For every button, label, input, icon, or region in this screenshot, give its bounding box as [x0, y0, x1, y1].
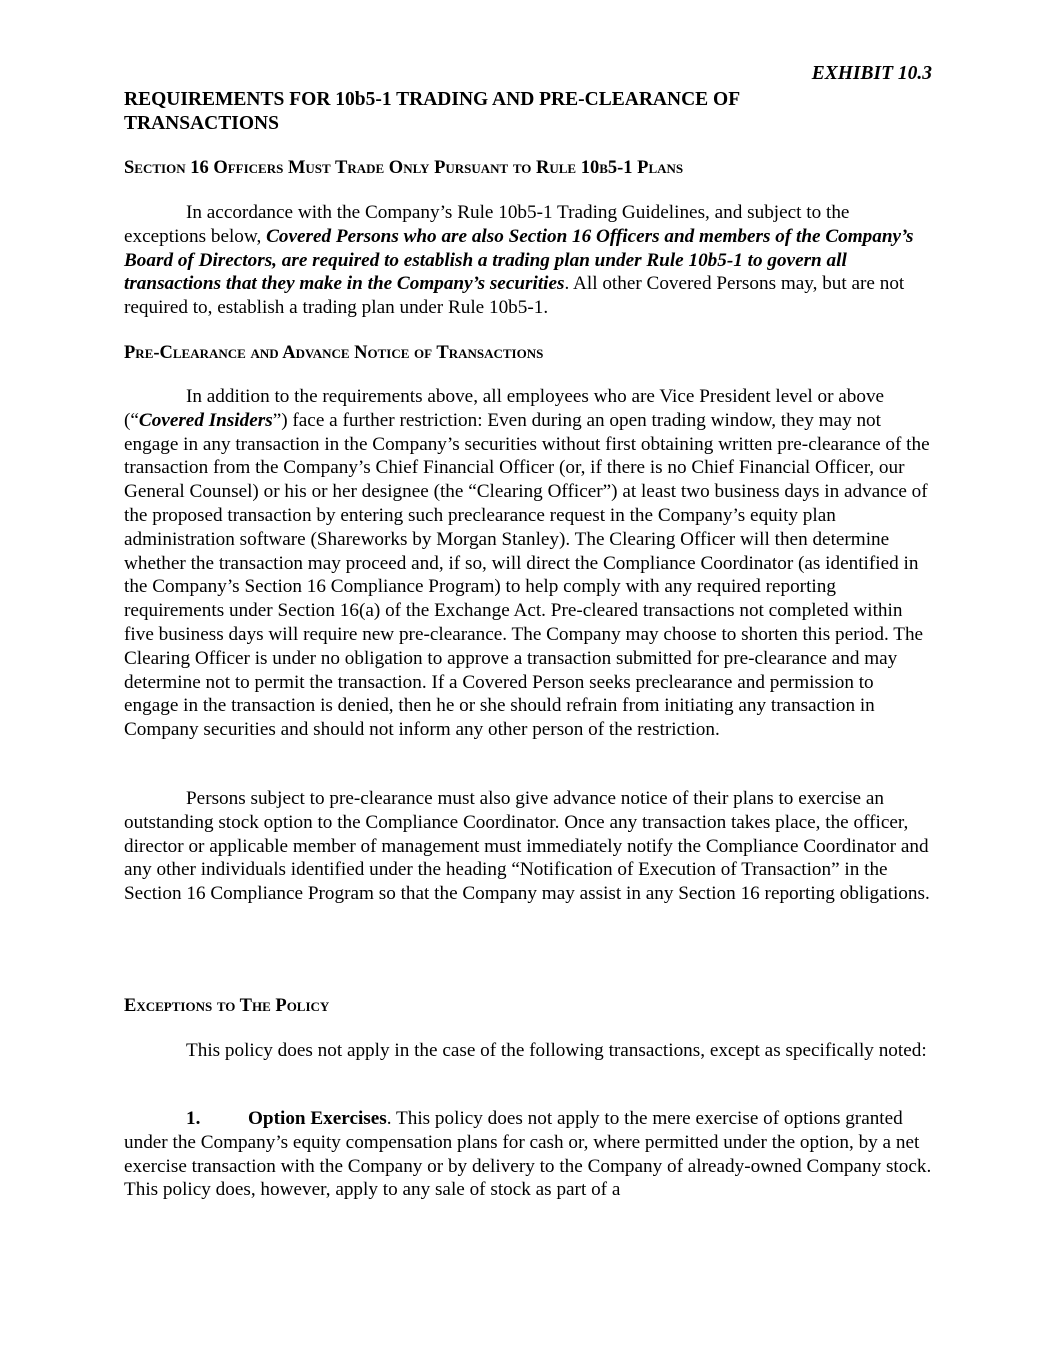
paragraph-10b5-1-requirement — [124, 201, 932, 320]
list-item-term: Option Exercises — [248, 1108, 387, 1129]
paragraph-text: . All other Covered Persons may, but are not required to, establish a trading plan under Rule 10b5-1. — [124, 273, 905, 319]
paragraph-text: In accordance with the Company’s Rule 10b5-1 Trading Guidelines, and subject to the exceptions below, — [124, 202, 850, 247]
paragraph-advance-notice: Persons subject to pre-clearance must also give advance notice of their plans to exercise an outstanding stock option to the Compliance Coordinator. Once any transaction takes place, the officer, director or applicable member of management must immediately notify the Compliance Coordinator and any other individuals identified under the heading “Notification of Execution of Transaction” in the Section 16 Compliance Program so that the Company may assist in any Section 16 reporting obligations. — [124, 788, 930, 905]
section-heading-pre-clearance: Pre-Clearance and Advance Notice of Transactions — [124, 343, 544, 363]
paragraph-pre-clearance — [124, 385, 932, 742]
list-item-option-exercises — [124, 1107, 932, 1202]
paragraph-text: In addition to the requirements above, all employees who are Vice President level or above (“ — [124, 386, 885, 431]
list-item-number: 1. — [186, 1108, 201, 1129]
emphasized-requirement: Covered Persons who are also Section 16 Officers and members of the Company’s Board of Directors, are required to establish a trading plan under Rule 10b5-1 to govern all transactions that they make in the Company’s securities — [124, 225, 914, 295]
document-title: REQUIREMENTS FOR 10b5-1 TRADING AND PRE-CLEARANCE OF TRANSACTIONS — [124, 89, 740, 134]
paragraph-text: . This policy does not apply to the mere exercise of options granted under the Company’s equity compensation plans for cash or, where permitted under the option, by a net exercise transaction with the Company or by delivery to the Company of already-owned Company stock. This policy does, however, apply to any sale of stock as part of a — [124, 1108, 932, 1201]
paragraph-text: ”) face a further restriction: Even during an open trading window, they may not engage in any transaction in the Company’s securities without first obtaining written pre-clearance of the transaction from the Company’s Chief Financial Officer (or, if there is no Chief Financial Officer, our General Counsel) or his or her designee (the “Clearing Officer”) at least two business days in advance of the proposed transaction by entering such preclearance request in the Company’s equity plan administration software (Shareworks by Morgan Stanley). The Clearing Officer will then determine whether the transaction may proceed and, if so, will direct the Compliance Coordinator (as identified in the Company’s Section 16 Compliance Program) to help comply with any required reporting requirements under Section 16(a) of the Exchange Act. Pre-cleared transactions not completed within five business days will require new pre-clearance. The Company may choose to shorten this period. The Clearing Officer is under no obligation to approve a transaction submitted for pre-clearance and may determine not to permit the transaction. If a Covered Person seeks preclearance and permission to engage in the transaction is denied, then he or she should refrain from initiating any transaction in Company securities and should not inform any other person of the restriction. — [124, 409, 930, 741]
defined-term: Covered Insiders — [138, 409, 273, 431]
paragraph-exceptions-intro: This policy does not apply in the case of the following transactions, except as specifically noted: — [186, 1040, 927, 1061]
section-heading-exceptions: Exceptions to The Policy — [124, 996, 330, 1016]
exhibit-label: EXHIBIT 10.3 — [811, 63, 932, 84]
section-heading-10b5-1-plans: Section 16 Officers Must Trade Only Pursuant to Rule 10b5-1 Plans — [124, 158, 684, 178]
